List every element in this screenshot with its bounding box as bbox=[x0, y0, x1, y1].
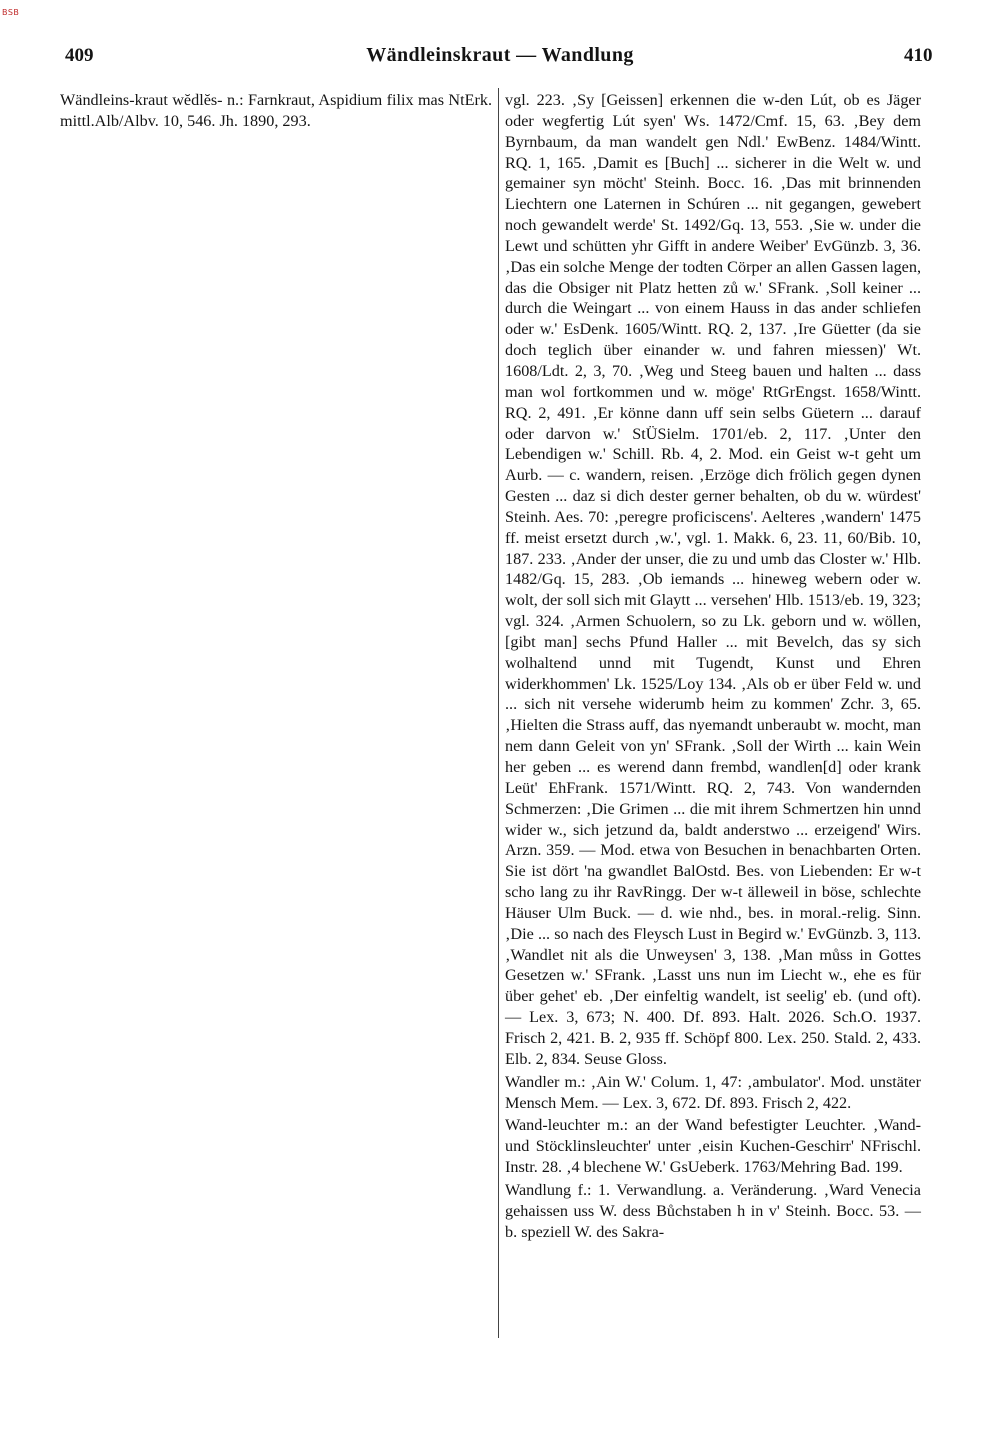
left-column bbox=[60, 90, 492, 132]
running-header-title: Wändleinskraut — Wandlung bbox=[366, 44, 634, 66]
entry-paragraph: Wändleins-kraut wĕdlĕs- n.: Farnkraut, Aspidium filix mas NtErk. mittl.Alb/Albv. 10, 546. Jh. 1890, 293. bbox=[60, 91, 492, 130]
right-column bbox=[505, 90, 921, 1242]
page-number-right: 410 bbox=[904, 45, 933, 66]
entry-paragraph: vgl. 223. ‚Sy [Geissen] erkennen die w-den Lút, ob es Jäger oder wegfertig Lút syen' Ws. 1472/Cmf. 15, 63. ‚Bey dem Byrnbaum, da man wandelt gen Ndl.' EwBenz. 1484/Wintt. RQ. 1, 165. ‚Damit es [Buch] ... sicherer in die Welt w. und gemainer syn möcht' Steinh. Bocc. 16. ‚Das mit brinnenden Liechtern one Laternen in Schúren ... nit gegangen, gewebert noch gewandelt werde' St. 1492/Gq. 13, 553. ‚Sie w. under die Lewt und schütten yhr Gifft in andere Weiber' EvGünzb. 3, 36. ‚Das ein solche Menge der todten Cörper an allen Gassen lagen, das die Obsiger nit Platz hetten zů w.' SFrank. ‚Soll keiner ... durch die Weingart ... von einem Hauss in das ander schliefen oder w.' EsDenk. 1605/Wintt. RQ. 2, 137. ‚Ire Güetter (da sie doch teglich über einander w. und fahren miessen)' Wt. 1608/Ldt. 2, 3, 70. ‚Weg und Steeg bauen und halten ... dass man wol fortkommen und w. möge' RtGrEngst. 1658/Wintt. RQ. 2, 491. ‚Er könne dann uff sein selbs Güetern ... darauf oder darvon w.' StÜSielm. 1701/eb. 2, 117. ‚Unter den Lebendigen w.' Schill. Rb. 4, 2. Mod. ein Geist w-t geht um Aurb. — c. wandern, reisen. ‚Erzöge dich frölich gegen dynen Gesten ... daz si dich dester gerner behalten, ob du w. würdest' Steinh. Aes. 70: ‚peregre proficiscens'. Aelteres ‚wandern' 1475 ff. meist ersetzt durch ‚w.', vgl. 1. Makk. 6, 23. 11, 60/Bib. 10, 187. 233. ‚Ander der unser, die zu und umb das Closter w.' Hlb. 1482/Gq. 15, 283. ‚Ob iemands ... hineweg webern oder w. wolt, der soll sich mit Glaytt ... versehen' Hlb. 1513/eb. 19, 323; vgl. 324. ‚Armen Schuolern, so zu Lk. geborn und w. wöllen, [gibt man] sechs Pfund Haller ... mit Bevelch, das sy sich wolhaltend unnd mit Tugendt, Kunst und Ehren widerkhommen' Lk. 1525/Loy 134. ‚Als ob er über Feld w. und ... sich nit versehe widerumb heim zu kommen' Zchr. 3, 65. ‚Hielten die Strass auff, das nyemandt unberaubt w. mocht, man nem dann Geleit von yn' SFrank. ‚Soll der Wirth ... kain Wein her geben ... es werend dann frembd, wandlen[d] oder krank Leüt' EhFrank. 1571/Wintt. RQ. 2, 743. Von wandernden Schmerzen: ‚Die Grimen ... die mit ihrem Schmertzen hin unnd wider w., sich jetzund da, baldt anderstwo ... erzeigend' Wirs. Arzn. 359. — Mod. etwa von Besuchen in benachbarten Orten. Sie ist dört 'na gwandlet BalOstd. Bes. von Liebenden: Er w-t scho lang zu ihr RavRingg. Der w-t älleweil in böse, schlechte Häuser Ulm Buck. — d. wie nhd., bes. in moral.-relig. Sinn. ‚Die ... so nach des Fleysch Lust in Begird w.' EvGünzb. 3, 113. ‚Wandlet nit als die Unweysen' 3, 138. ‚Man můss in Gottes Gesetzen w.' SFrank. ‚Lasst uns nun im Liecht w., ehe es für über gehet' eb. ‚Der einfeltig wandelt, ist seelig' eb. (und oft). — Lex. 3, 673; N. 400. Df. 893. Halt. 2026. Sch.O. 1937. Frisch 2, 421. B. 2, 935 ff. Schöpf 800. Lex. 250. Stald. 2, 433. Elb. 2, 834. Seuse Gloss. bbox=[505, 91, 921, 1068]
library-stamp: BSB bbox=[2, 8, 20, 17]
entry-paragraph: Wandler m.: ‚Ain W.' Colum. 1, 47: ‚ambulator'. Mod. unstäter Mensch Mem. — Lex. 3, 672. Df. 893. Frisch 2, 422. bbox=[505, 1072, 921, 1112]
page-number-left: 409 bbox=[65, 45, 94, 66]
entry-paragraph: Wand-leuchter m.: an der Wand befestigter Leuchter. ‚Wand- und Stöcklinsleuchter' unter ‚eisin Kuchen-Geschirr' NFrischl. Instr. 28. ‚4 blechene W.' GsUeberk. 1763/Mehring Bad. 199. bbox=[505, 1116, 921, 1177]
entry-paragraph: Wandlung f.: 1. Verwandlung. a. Veränderung. ‚Ward Venecia gehaissen uss W. dess Bůchstaben h in v' Steinh. Bocc. 53. — b. speziell W. des Sakra- bbox=[505, 1180, 921, 1241]
column-divider bbox=[498, 88, 499, 1338]
